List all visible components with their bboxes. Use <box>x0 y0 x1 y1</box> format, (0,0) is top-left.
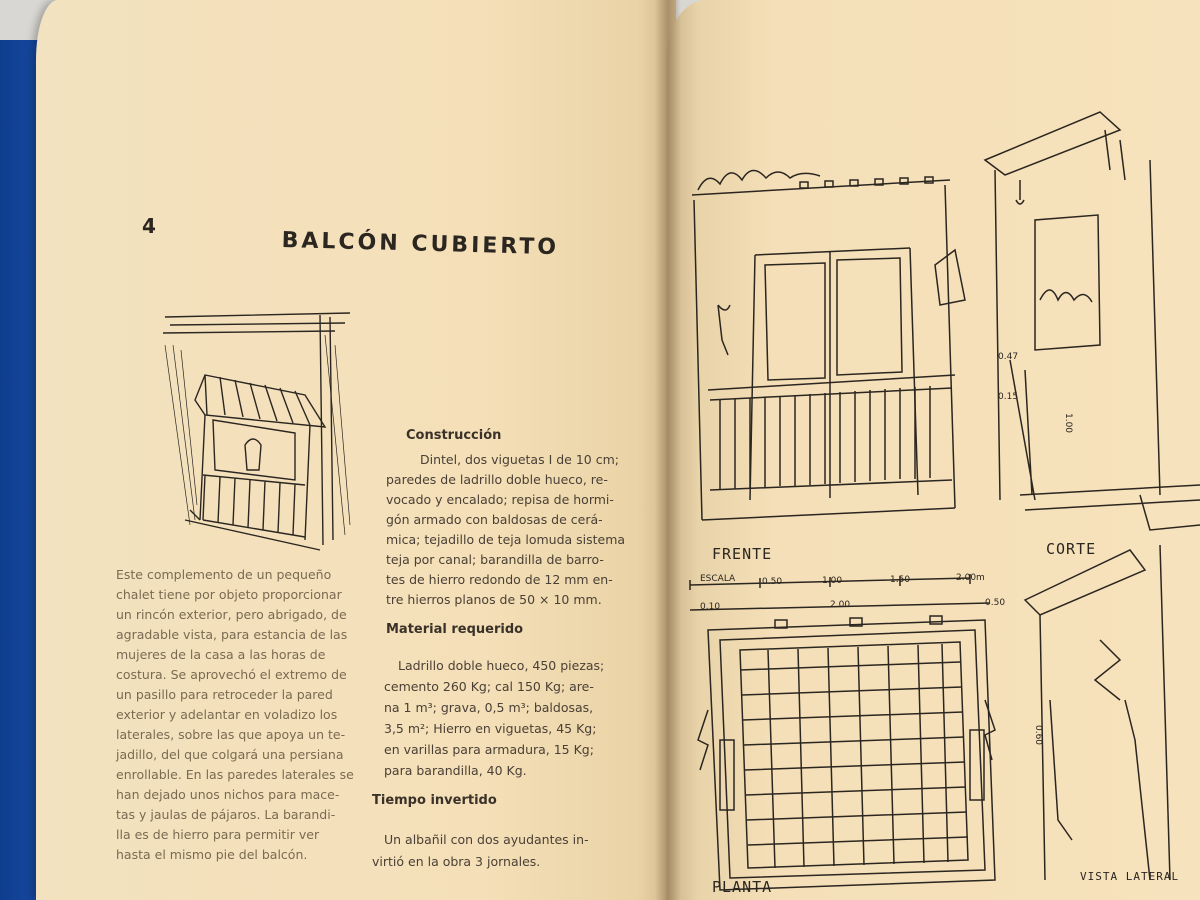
materials-line: en varillas para armadura, 15 Kg; <box>384 742 594 757</box>
time-heading: Tiempo invertido <box>372 793 497 808</box>
intro-line: costura. Se aprovechó el extremo de <box>116 667 347 682</box>
balcony-sketch-illustration <box>145 305 365 555</box>
construction-line: tre hierros planos de 50 × 10 mm. <box>386 592 602 607</box>
section-view-label: CORTE <box>1046 540 1097 558</box>
intro-line: chalet tiene por objeto proporcionar <box>116 587 342 602</box>
materials-line: cemento 260 Kg; cal 150 Kg; are- <box>384 679 594 694</box>
construction-line: mica; tejadillo de teja lomuda sistema <box>386 532 626 547</box>
intro-line: tas y jaulas de pájaros. La barandi- <box>116 807 336 822</box>
plan-view-label: PLANTA <box>712 878 773 896</box>
tiny-dimension: 0.47 <box>998 352 1019 362</box>
dim-left: 0.10 <box>700 602 721 612</box>
technical-drawings <box>680 100 1200 900</box>
materials-heading: Material requerido <box>386 622 524 637</box>
materials-line: para barandilla, 40 Kg. <box>384 763 527 778</box>
intro-line: hasta el mismo pie del balcón. <box>116 847 308 862</box>
time-line: Un albañil con dos ayudantes in- <box>384 832 589 847</box>
construction-line: vocado y encalado; repisa de hormi- <box>386 492 614 507</box>
construction-line: tes de hierro redondo de 12 mm en- <box>386 572 613 587</box>
dim-right: 0.50 <box>985 598 1006 608</box>
construction-line: Dintel, dos viguetas I de 10 cm; <box>420 452 619 467</box>
scale-tick: 0.50 <box>762 577 783 587</box>
intro-line: han dejado unos nichos para mace- <box>116 787 340 802</box>
page-number: 4 <box>142 214 156 238</box>
tiny-dimension: 0.15 <box>998 392 1019 402</box>
intro-line: enrollable. En las paredes laterales se <box>116 767 354 782</box>
front-view-label: FRENTE <box>712 545 773 563</box>
construction-line: paredes de ladrillo doble hueco, re- <box>386 472 608 487</box>
height-dimension: 1.00 <box>1063 412 1074 434</box>
intro-line: mujeres de la casa a las horas de <box>116 647 326 662</box>
materials-line: 3,5 m²; Hierro en viguetas, 45 Kg; <box>384 721 597 736</box>
book-gutter <box>655 0 681 900</box>
construction-heading: Construcción <box>406 428 502 443</box>
intro-line: exterior y adelantar en voladizo los <box>116 707 338 722</box>
page-title: BALCÓN CUBIERTO <box>281 228 560 261</box>
intro-line: lla es de hierro para permitir ver <box>116 827 320 842</box>
time-line: virtió en la obra 3 jornales. <box>372 854 541 869</box>
intro-line: un pasillo para retroceder la pared <box>116 687 333 702</box>
intro-line: agradable vista, para estancia de las <box>116 627 348 642</box>
intro-line: un rincón exterior, pero abrigado, de <box>116 607 347 622</box>
side-view-label: VISTA LATERAL <box>1080 870 1180 883</box>
construction-line: gón armado con baldosas de cerá- <box>386 512 603 527</box>
scale-tick: 2.00m <box>956 573 985 583</box>
scale-tick: 1.00 <box>822 576 843 586</box>
scale-tick: 1.50 <box>890 575 911 585</box>
materials-line: na 1 m³; grava, 0,5 m³; baldosas, <box>384 700 594 715</box>
intro-line: Este complemento de un pequeño <box>116 567 332 582</box>
plan-width: 2.00 <box>830 600 851 610</box>
construction-line: teja por canal; barandilla de barro- <box>386 552 604 567</box>
intro-line: jadillo, del que colgará una persiana <box>116 747 344 762</box>
materials-line: Ladrillo doble hueco, 450 piezas; <box>398 658 605 673</box>
side-dimension: 0.60 <box>1033 724 1044 746</box>
intro-line: laterales, sobre las que apoya un te- <box>116 727 346 742</box>
scale-label: ESCALA <box>700 574 736 584</box>
